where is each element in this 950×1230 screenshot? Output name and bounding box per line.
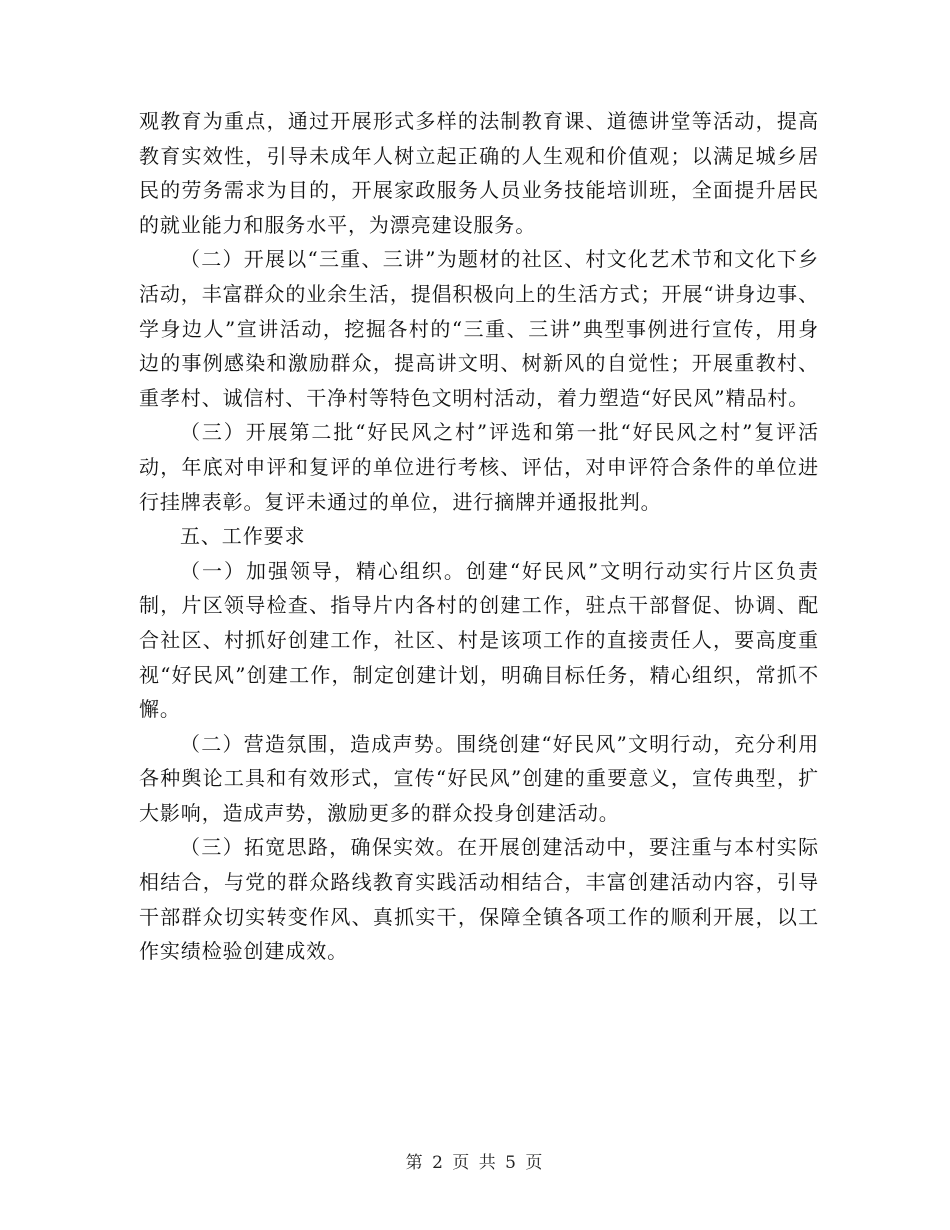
paragraph-5: （二）营造氛围，造成声势。围绕创建“好民风”文明行动，充分利用各种舆论工具和有效形式，宣传“好民风”创建的重要意义，宣传典型，扩大影响，造成声势，激励更多的群众投身创建活动。 [139, 731, 819, 825]
section-heading: 五、工作要求 [180, 524, 306, 549]
paragraph-2: （二）开展以“三重、三讲”为题材的社区、村文化艺术节和文化下乡活动，丰富群众的业余生活，提倡积极向上的生活方式；开展“讲身边事、学身边人”宣讲活动，挖掘各村的“三重、三讲”典型事例进行宣传，用身边的事例感染和激励群众，提高讲文明、树新风的自觉性；开展重教村、重孝村、诚信村、干净村等特色文明村活动，着力塑造“好民风”精品村。 [139, 247, 819, 410]
paragraph-1: 观教育为重点，通过开展形式多样的法制教育课、道德讲堂等活动，提高教育实效性，引导未成年人树立起正确的人生观和价值观；以满足城乡居民的劳务需求为目的，开展家政服务人员业务技能培训班，全面提升居民的就业能力和服务水平，为漂亮建设服务。 [139, 109, 819, 237]
page-number-footer: 第 2 页 共 5 页 [405, 1153, 545, 1173]
document-body [139, 104, 819, 969]
paragraph-6: （三）拓宽思路，确保实效。在开展创建活动中，要注重与本村实际相结合，与党的群众路线教育实践活动相结合，丰富创建活动内容，引导干部群众切实转变作风、真抓实干，保障全镇各项工作的顺利开展，以工作实绩检验创建成效。 [139, 835, 819, 964]
paragraph-3: （三）开展第二批“好民风之村”评选和第一批“好民风之村”复评活动，年底对申评和复评的单位进行考核、评估，对申评符合条件的单位进行挂牌表彰。复评未通过的单位，进行摘牌并通报批判。 [139, 420, 819, 514]
paragraph-4: （一）加强领导，精心组织。创建“好民风”文明行动实行片区负责制，片区领导检查、指导片内各村的创建工作，驻点干部督促、协调、配合社区、村抓好创建工作，社区、村是该项工作的直接责任人，要高度重视“好民风”创建工作，制定创建计划，明确目标任务，精心组织，常抓不懈。 [139, 558, 819, 722]
